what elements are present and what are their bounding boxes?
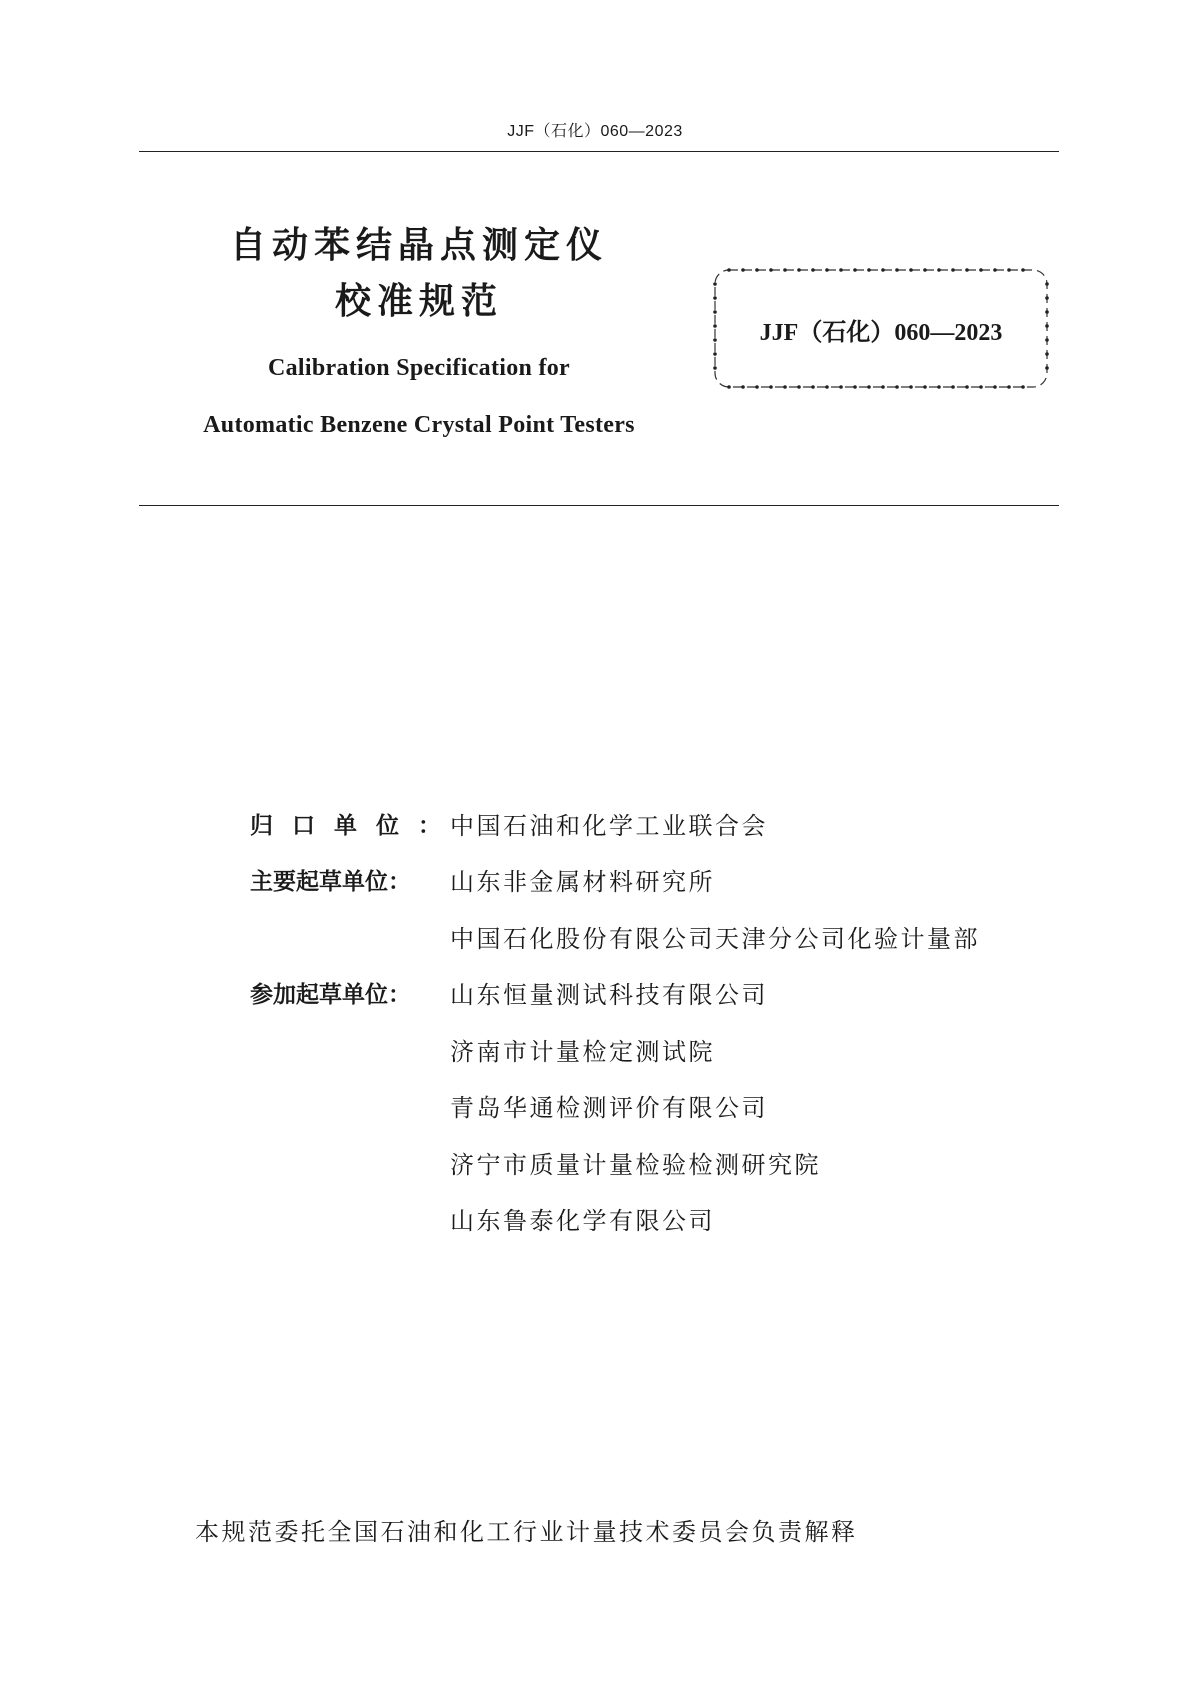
main-drafting-unit: 中国石化股份有限公司天津分公司化验计量部: [450, 924, 980, 953]
drafting-units: [250, 795, 980, 1247]
participating-drafting-unit: 山东恒量测试科技有限公司: [450, 981, 768, 1010]
header-rule: [139, 151, 1059, 152]
standard-code-box: [711, 266, 1051, 391]
title-en-line2: Automatic Benzene Crystal Point Testers: [203, 412, 635, 438]
responsible-unit-row: [250, 795, 980, 852]
participating-drafting-unit: 青岛华通检测评价有限公司: [450, 1094, 768, 1123]
title-zh-line1: 自动苯结晶点测定仪: [229, 225, 608, 266]
participating-drafting-row: [250, 1021, 980, 1078]
title-zh-line2: 校准规范: [334, 281, 503, 322]
responsible-unit-label: 归口单位：: [250, 812, 460, 839]
title-en-line1: Calibration Specification for: [267, 355, 570, 381]
participating-drafting-label: 参加起草单位：: [250, 982, 411, 1009]
main-drafting-label: 主要起草单位：: [250, 869, 411, 896]
title-block: [164, 218, 674, 454]
standard-code: JJF（石化）060—2023: [759, 320, 1003, 346]
participating-drafting-row: [250, 1134, 980, 1191]
participating-drafting-unit: 济南市计量检定测试院: [450, 1037, 715, 1066]
participating-drafting-unit: 山东鲁泰化学有限公司: [450, 1207, 715, 1236]
main-drafting-unit: 山东非金属材料研究所: [450, 868, 715, 897]
main-drafting-row: [250, 908, 980, 965]
participating-drafting-row: [250, 1078, 980, 1135]
responsible-unit-value: 中国石油和化学工业联合会: [450, 811, 768, 840]
running-header-code: JJF（石化）060—2023: [507, 123, 683, 140]
title-rule: [139, 505, 1059, 506]
main-drafting-row: [250, 852, 980, 909]
participating-drafting-unit: 济宁市质量计量检验检测研究院: [450, 1150, 821, 1179]
participating-drafting-row: [250, 1191, 980, 1248]
interpretation-note: 本规范委托全国石油和化工行业计量技术委员会负责解释: [195, 1518, 858, 1546]
participating-drafting-row: [250, 965, 980, 1022]
